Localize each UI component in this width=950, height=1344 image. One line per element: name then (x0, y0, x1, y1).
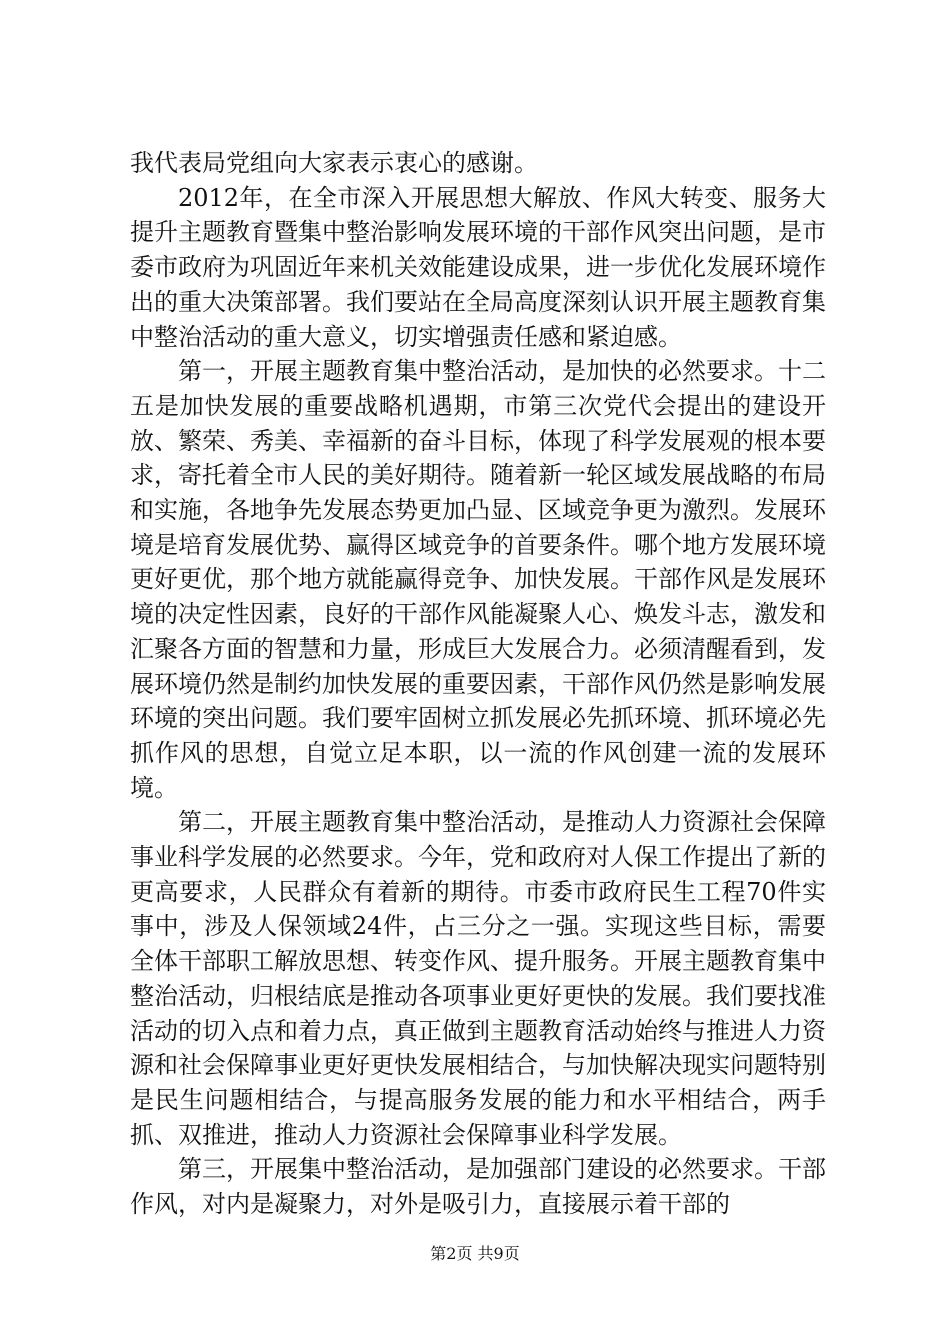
paragraph-second-point: 第二，开展主题教育集中整治活动，是推动人力资源社会保障事业科学发展的必然要求。今年，党和政府对人保工作提出了新的更高要求，人民群众有着新的期待。市委市政府民生工程70件实事中，涉及人保领域24件，占三分之一强。实现这些目标，需要全体干部职工解放思想、转变作风、提升服务。开展主题教育集中整治活动，归根结底是推动各项事业更好更快的发展。我们要找准活动的切入点和着力点，真正做到主题教育活动始终与推进人力资源和社会保障事业更好更快发展相结合，与加快解决现实问题特别是民生问题相结合，与提高服务发展的能力和水平相结合，两手抓、双推进，推动人力资源社会保障事业科学发展。 (130, 808, 826, 1149)
paragraph-continuation: 我代表局党组向大家表示衷心的感谢。 (130, 149, 538, 177)
paragraph-intro: 2012年，在全市深入开展思想大解放、作风大转变、服务大提升主题教育暨集中整治影响发展环境的干部作风突出问题，是市委市政府为巩固近年来机关效能建设成果，进一步优化发展环境作出的重大决策部署。我们要站在全局高度深刻认识开展主题教育集中整治活动的重大意义，切实增强责任感和紧迫感。 (130, 183, 826, 351)
paragraph-first-point: 第一，开展主题教育集中整治活动，是加快的必然要求。十二五是加快发展的重要战略机遇期，市第三次党代会提出的建设开放、繁荣、秀美、幸福新的奋斗目标，体现了科学发展观的根本要求，寄托着全市人民的美好期待。随着新一轮区域发展战略的布局和实施，各地争先发展态势更加凸显、区域竞争更为激烈。发展环境是培育发展优势、赢得区域竞争的首要条件。哪个地方发展环境更好更优，那个地方就能赢得竞争、加快发展。干部作风是发展环境的决定性因素，良好的干部作风能凝聚人心、焕发斗志，激发和汇聚各方面的智慧和力量，形成巨大发展合力。必须清醒看到，发展环境仍然是制约加快发展的重要因素，干部作风仍然是影响发展环境的突出问题。我们要牢固树立抓发展必先抓环境、抓环境必先抓作风的思想，自觉立足本职，以一流的作风创建一流的发展环境。 (130, 357, 826, 802)
document-body (130, 146, 826, 1222)
paragraph-third-point: 第三，开展集中整治活动，是加强部门建设的必然要求。干部作风，对内是凝聚力，对外是吸引力，直接展示着干部的 (130, 1155, 826, 1219)
page-number-footer: 第2页 共9页 (430, 1244, 520, 1263)
